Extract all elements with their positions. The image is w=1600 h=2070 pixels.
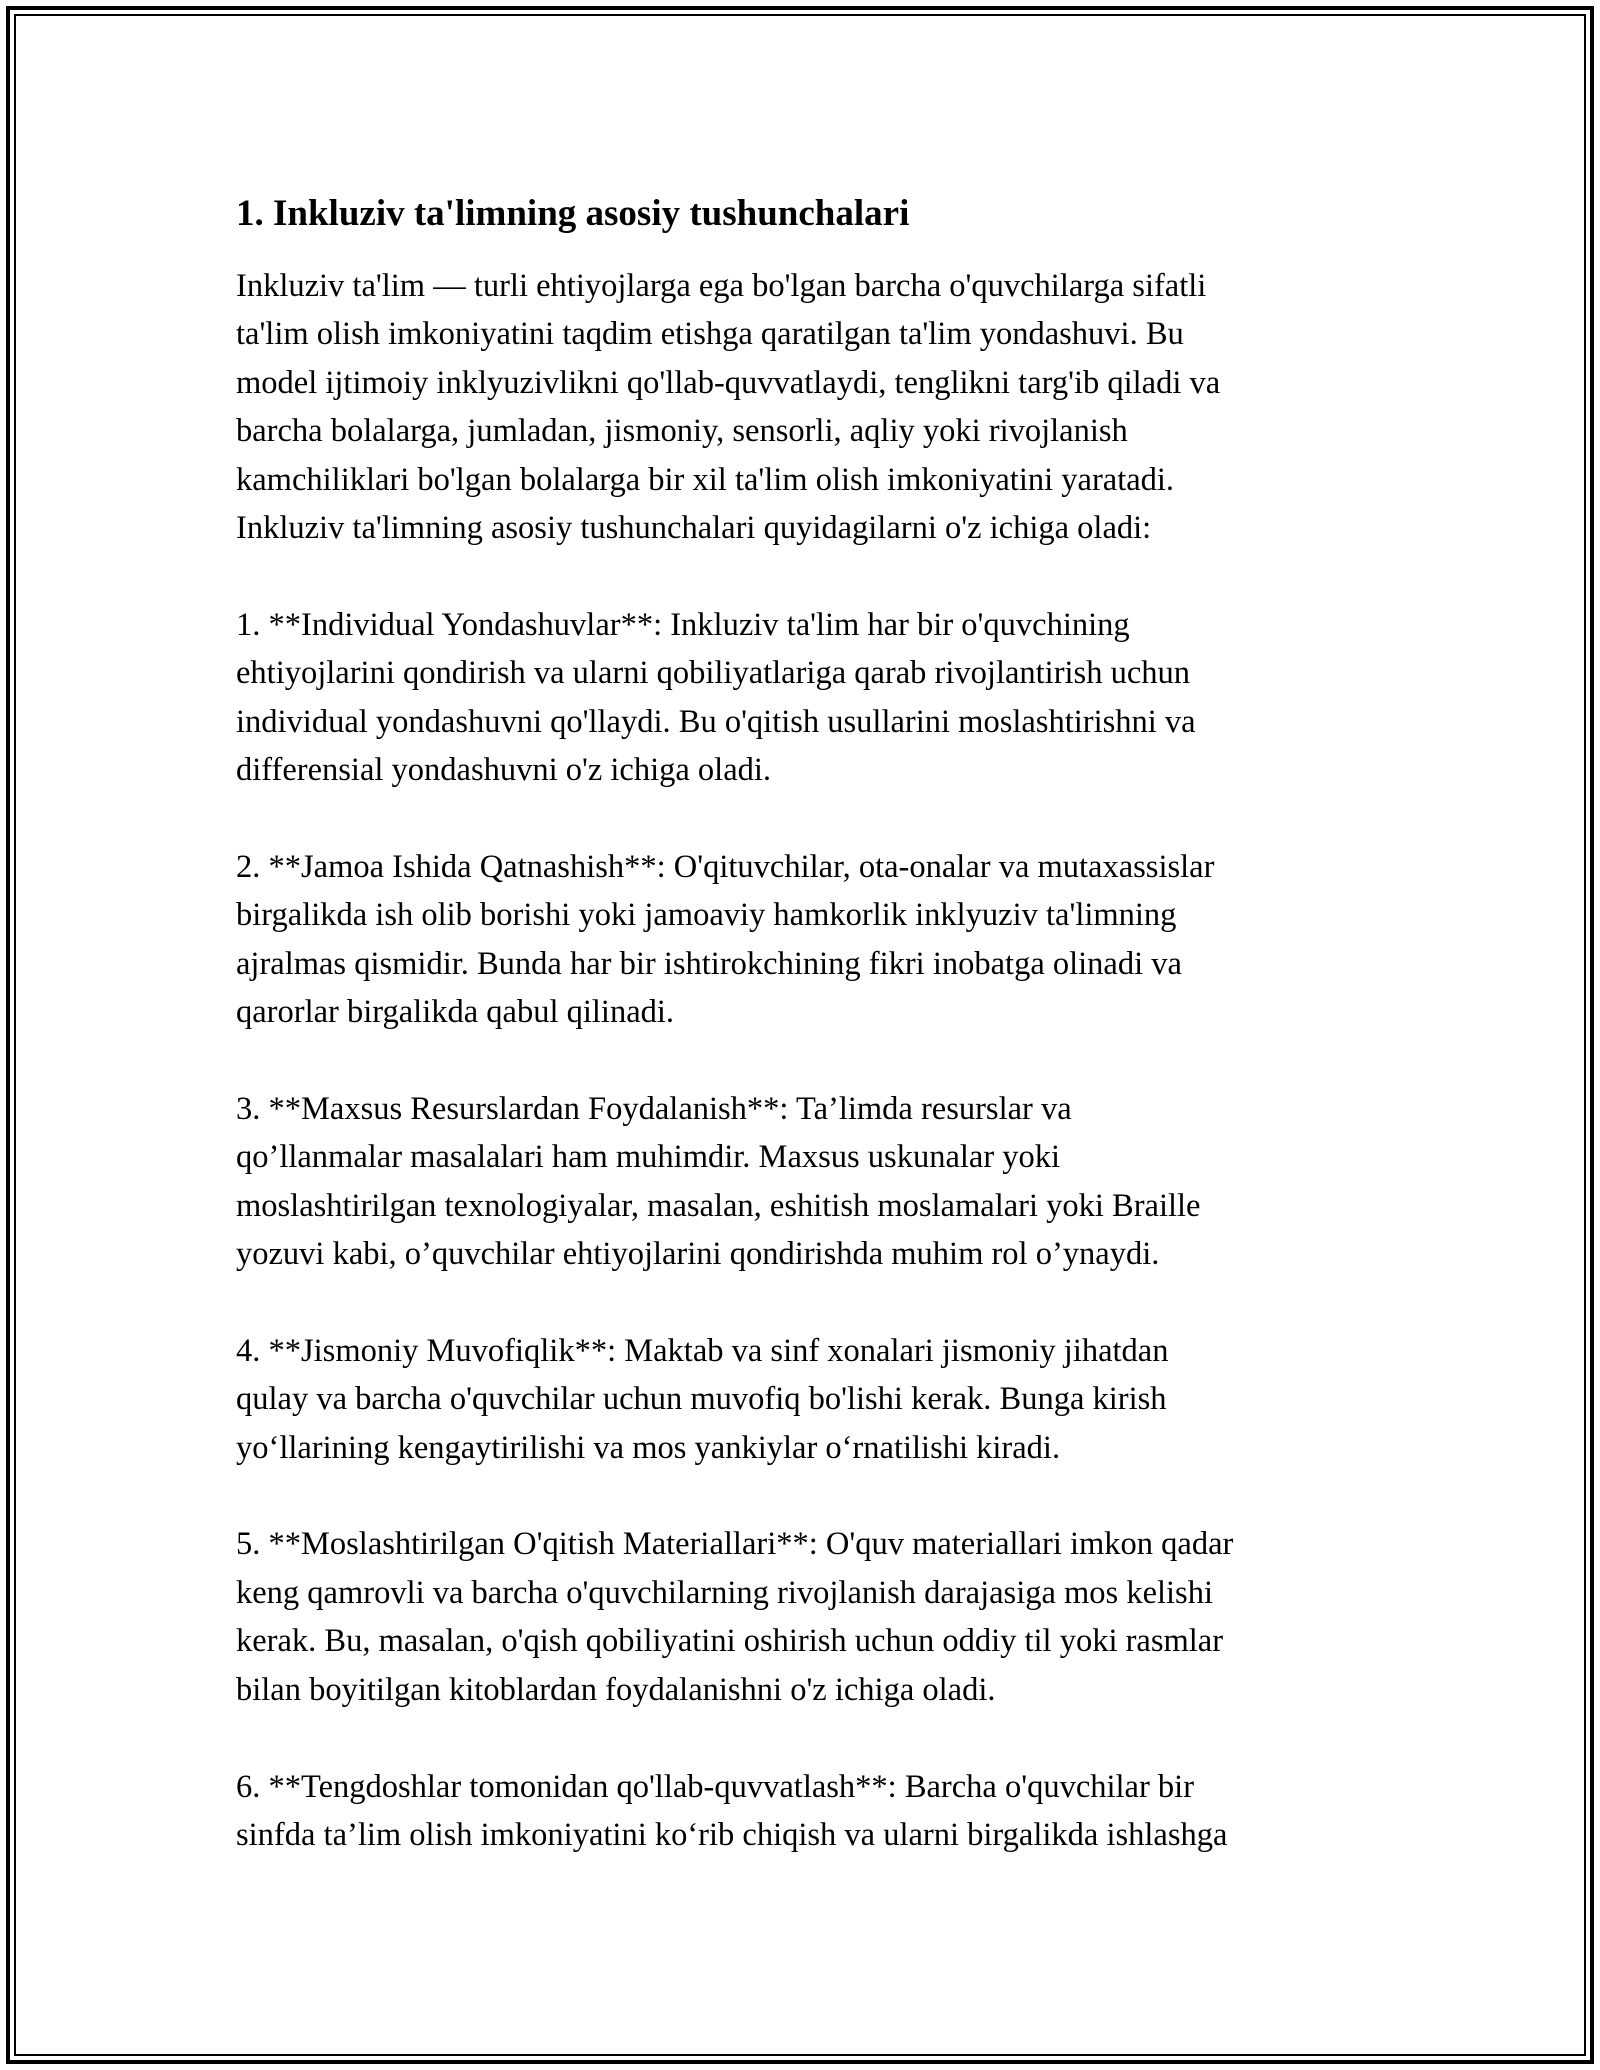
- text-line: 4. **Jismoniy Muvofiqlik**: Maktab va sinf xonalari jismoniy jihatdan: [236, 1332, 1169, 1369]
- document-body: [236, 188, 1376, 1908]
- list-item-peer-support: [236, 1763, 1376, 1860]
- text-line: barcha bolalarga, jumladan, jismoniy, sensorli, aqliy yoki rivojlanish: [236, 413, 1128, 450]
- text-line: 6. **Tengdoshlar tomonidan qo'llab-quvvatlash**: Barcha o'quvchilar bir: [236, 1768, 1195, 1805]
- list-item-team-participation: [236, 843, 1376, 1037]
- text-line: qarorlar birgalikda qabul qilinadi.: [236, 994, 675, 1031]
- text-line: keng qamrovli va barcha o'quvchilarning rivojlanish darajasiga mos kelishi: [236, 1574, 1213, 1611]
- text-line: birgalikda ish olib borishi yoki jamoaviy hamkorlik inklyuziv ta'limning: [236, 897, 1177, 934]
- page-title: 1. Inkluziv ta'limning asosiy tushunchalari: [236, 193, 910, 234]
- text-line: Inkluziv ta'limning asosiy tushunchalari quyidagilarni o'z ichiga oladi:: [236, 510, 1152, 547]
- list-item-special-resources: [236, 1085, 1376, 1279]
- text-line: qulay va barcha o'quvchilar uchun muvofiq bo'lishi kerak. Bunga kirish: [236, 1381, 1167, 1418]
- text-line: ajralmas qismidir. Bunda har bir ishtirokchining fikri inobatga olinadi va: [236, 945, 1182, 982]
- text-line: yozuvi kabi, o’quvchilar ehtiyojlarini qondirishda muhim rol o’ynaydi.: [236, 1236, 1160, 1273]
- list-item-adapted-materials: [236, 1520, 1376, 1714]
- text-line: Inkluziv ta'lim — turli ehtiyojlarga ega bo'lgan barcha o'quvchilarga sifatli: [236, 268, 1207, 304]
- text-line: sinfda ta’lim olish imkoniyatini ko‘rib chiqish va ularni birgalikda ishlashga: [236, 1816, 1228, 1853]
- list-item-individual-approaches: [236, 601, 1376, 795]
- list-item-physical-accessibility: [236, 1327, 1376, 1472]
- text-line: yo‘llarining kengaytirilishi va mos yankiylar o‘rnatilishi kiradi.: [236, 1429, 1061, 1466]
- intro-paragraph: [236, 262, 1376, 552]
- text-line: kerak. Bu, masalan, o'qish qobiliyatini oshirish uchun oddiy til yoki rasmlar: [236, 1623, 1224, 1660]
- text-line: kamchiliklari bo'lgan bolalarga bir xil ta'lim olish imkoniyatini yaratadi.: [236, 461, 1175, 498]
- text-line: ehtiyojlarini qondirish va ularni qobiliyatlariga qarab rivojlantirish uchun: [236, 655, 1191, 692]
- text-line: model ijtimoiy inklyuzivlikni qo'llab-quvvatlaydi, tenglikni targ'ib qiladi va: [236, 364, 1221, 401]
- text-line: 1. **Individual Yondashuvlar**: Inkluziv ta'lim har bir o'quvchining: [236, 606, 1130, 643]
- text-line: moslashtirilgan texnologiyalar, masalan, eshitish moslamalari yoki Braille: [236, 1187, 1201, 1224]
- text-line: 5. **Moslashtirilgan O'qitish Materiallari**: O'quv materiallari imkon qadar: [236, 1526, 1234, 1563]
- text-line: individual yondashuvni qo'llaydi. Bu o'qitish usullarini moslashtirishni va: [236, 703, 1196, 740]
- text-line: ta'lim olish imkoniyatini taqdim etishga qaratilgan ta'lim yondashuvi. Bu: [236, 316, 1184, 353]
- text-line: 2. **Jamoa Ishida Qatnashish**: O'qituvchilar, ota-onalar va mutaxassislar: [236, 848, 1215, 885]
- text-line: bilan boyitilgan kitoblardan foydalanishni o'z ichiga oladi.: [236, 1671, 996, 1708]
- text-line: 3. **Maxsus Resurslardan Foydalanish**: Ta’limda resurslar va: [236, 1090, 1072, 1127]
- text-line: qo’llanmalar masalalari ham muhimdir. Maxsus uskunalar yoki: [236, 1139, 1061, 1176]
- text-line: differensial yondashuvni o'z ichiga oladi.: [236, 752, 772, 789]
